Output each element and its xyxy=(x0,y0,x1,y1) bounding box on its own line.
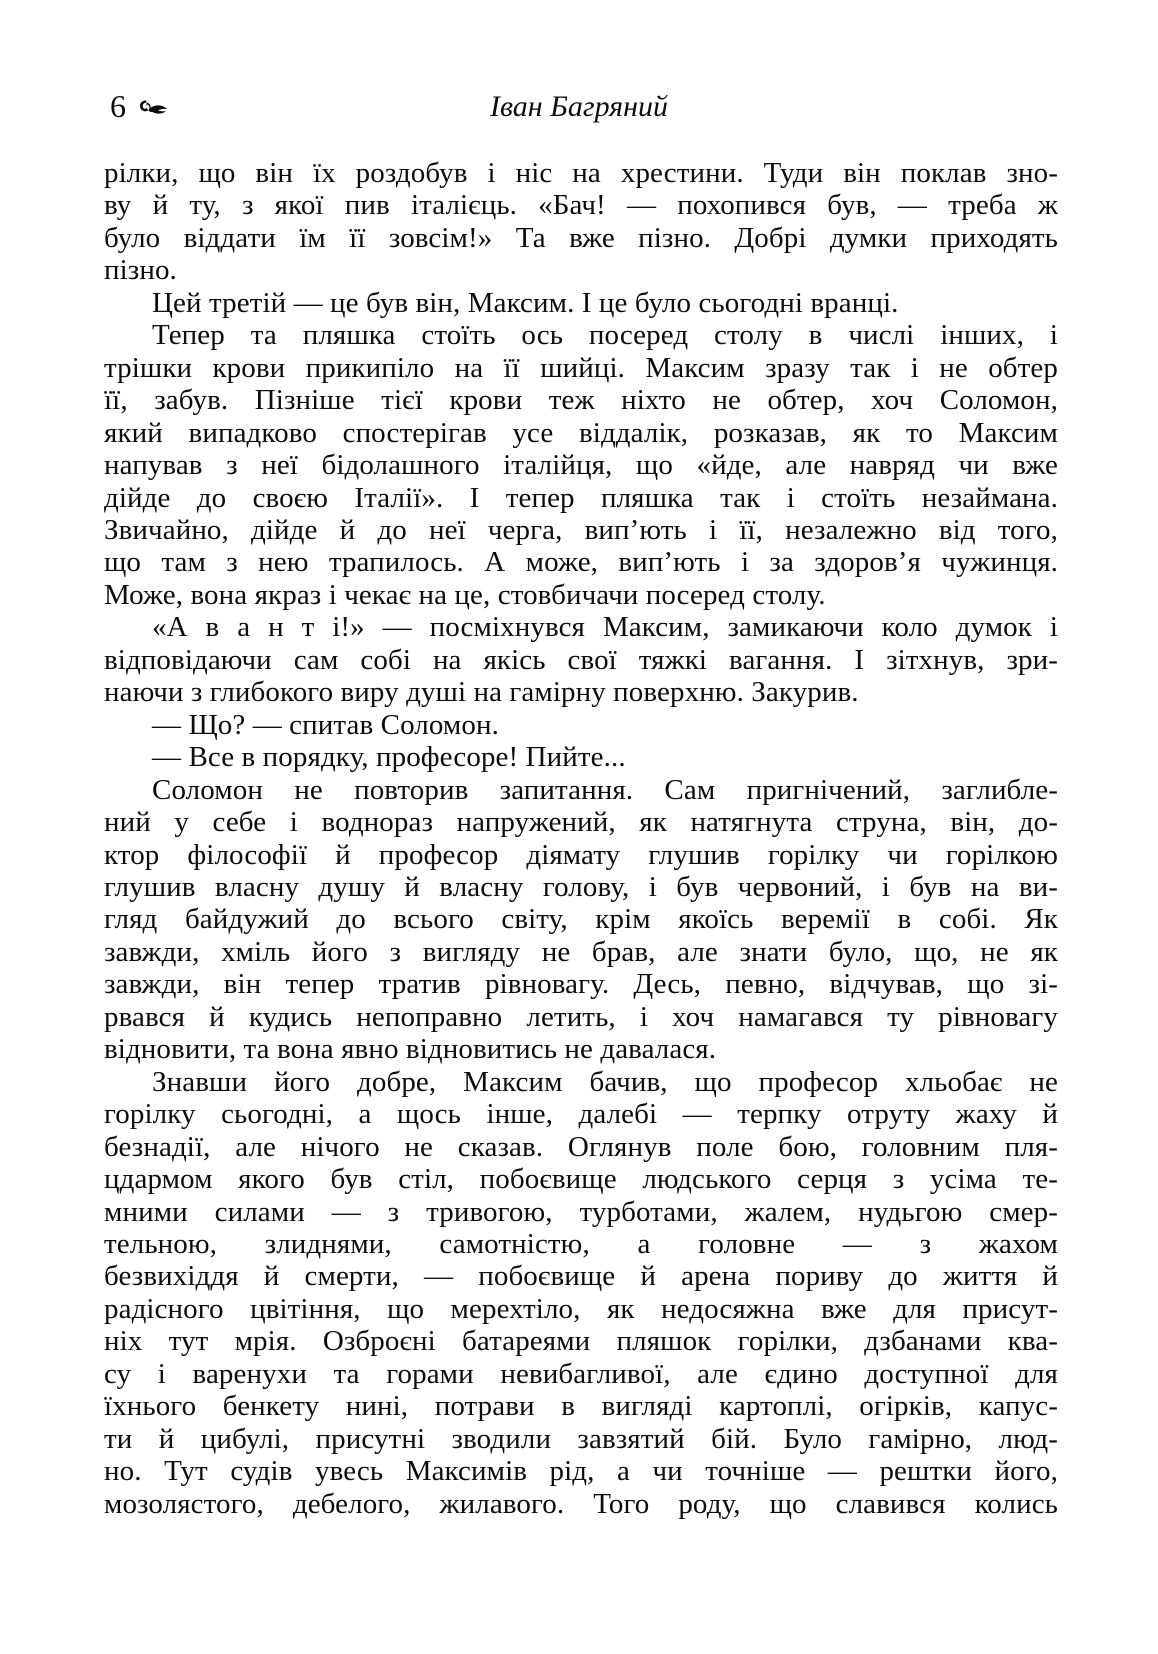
paragraph xyxy=(104,741,1058,773)
text-line: ти й цибулі, присутні зводили завзятий бій. Було гамірно, люд- xyxy=(104,1422,1058,1455)
text-line: безвихіддя й смерти, — побоєвище й арена пориву до життя й xyxy=(104,1260,1058,1293)
text-line: пізно. xyxy=(104,254,177,287)
paragraph xyxy=(104,157,1058,287)
text-line: ву й ту, з якої пив італієць. «Бач! — похопився був, — треба ж xyxy=(104,189,1058,222)
text-line: мними силами — з тривогою, турботами, жалем, нудьгою смер- xyxy=(104,1195,1058,1228)
text-line: безнадії, але нічого не сказав. Оглянув поле бою, головним пля- xyxy=(104,1130,1058,1163)
text-line: «А в а н т і!» — посміхнувся Максим, замикаючи коло думок і xyxy=(152,611,1058,644)
text-line: відновити, та вона явно відновитись не давалася. xyxy=(104,1033,717,1066)
text-line: гляд байдужий до всього світу, крім якоїсь веремії в собі. Як xyxy=(104,903,1058,936)
text-line: що там з нею трапилось. А може, вип’ють і за здоров’я чужинця. xyxy=(104,546,1058,579)
paragraph xyxy=(104,774,1058,1066)
page-text xyxy=(104,157,1058,1520)
text-line: Тепер та пляшка стоїть ось посеред столу в числі інших, і xyxy=(152,319,1058,352)
paragraph xyxy=(104,319,1058,611)
text-line: тельною, злиднями, самотністю, а головне — з жахом xyxy=(104,1227,1058,1260)
page-number: 6 xyxy=(110,88,126,124)
text-line: Може, вона якраз і чекає на це, стовбичачи посеред столу. xyxy=(104,578,826,611)
text-line: наючи з глибокого виру душі на гамірну поверхню. Закурив. xyxy=(104,676,859,709)
paragraph xyxy=(104,709,1058,741)
text-line: відповідаючи сам собі на якісь свої тяжкі вагання. І зітхнув, зри- xyxy=(104,643,1058,676)
text-line: рвався й кудись непоправно летить, і хоч намагався ту рівновагу xyxy=(104,1000,1058,1033)
text-line: її, забув. Пізніше тієї крови теж ніхто не обтер, хоч Соломон, xyxy=(104,384,1058,417)
text-line: який випадково спостерігав усе віддалік, розказав, як то Максим xyxy=(104,416,1058,449)
text-line: глушив власну душу й власну голову, і був червоний, і був на ви- xyxy=(104,870,1058,903)
text-line: — Все в порядку, професоре! Пийте... xyxy=(152,741,626,774)
paragraph xyxy=(104,1066,1058,1520)
text-line: Звичайно, дійде й до неї черга, вип’ють і її, незалежно від того, xyxy=(104,513,1058,546)
text-line: було віддати їм її зовсім!» Та вже пізно. Добрі думки приходять xyxy=(104,221,1058,254)
text-line: дійде до своєю Італії». І тепер пляшка так і стоїть незаймана. xyxy=(104,481,1058,514)
text-line: Соломон не повторив запитання. Сам пригнічений, заглибле- xyxy=(152,773,1058,806)
text-line: горілку сьогодні, а щось інше, далебі — терпку отруту жаху й xyxy=(104,1098,1058,1131)
text-line: їхнього бенкету нині, потрави в вигляді картоплі, огірків, капус- xyxy=(104,1390,1058,1423)
text-line: завжди, він тепер тратив рівновагу. Десь, певно, відчував, що зі- xyxy=(104,968,1058,1001)
running-title: Іван Багряний xyxy=(489,90,669,123)
text-line: радісного цвітіння, що мерехтіло, як недосяжна вже для присут- xyxy=(104,1292,1058,1325)
text-line: рілки, що він їх роздобув і ніс на хрестини. Туди він поклав зно- xyxy=(104,157,1058,189)
text-line: — Що? — спитав Соломон. xyxy=(152,708,499,741)
paragraph xyxy=(104,611,1058,708)
text-line: су і варенухи та горами невибагливої, але єдино доступної для xyxy=(104,1357,1058,1390)
text-line: напував з неї бідолашного італійця, що «йде, але навряд чи вже xyxy=(104,449,1058,482)
paragraph xyxy=(104,287,1058,319)
text-line: трішки крови прикипіло на її шийці. Максим зразу так і не обтер xyxy=(104,351,1058,384)
text-line: Цей третій — це був він, Максим. І це було сьогодні вранці. xyxy=(152,286,899,319)
text-line: ніх тут мрія. Озброєні батареями пляшок горілки, дзбанами ква- xyxy=(104,1325,1058,1358)
text-line: ктор філософії й професор діямату глушив горілку чи горілкою xyxy=(104,838,1058,871)
text-line: Знавши його добре, Максим бачив, що професор хльобає не xyxy=(152,1065,1058,1098)
text-line: ний у себе і воднораз напружений, як натягнута струна, він, до- xyxy=(104,806,1058,839)
text-line: мозолястого, дебелого, жилавого. Того роду, що славився колись xyxy=(104,1487,1058,1520)
text-line: цдармом якого був стіл, побоєвище людського серця з усіма те- xyxy=(104,1163,1058,1196)
text-line: завжди, хміль його з вигляду не брав, але знати було, що, не як xyxy=(104,935,1058,968)
page-header xyxy=(104,88,1054,130)
text-line: но. Тут судів увесь Максимів рід, а чи точніше — рештки його, xyxy=(104,1455,1058,1488)
